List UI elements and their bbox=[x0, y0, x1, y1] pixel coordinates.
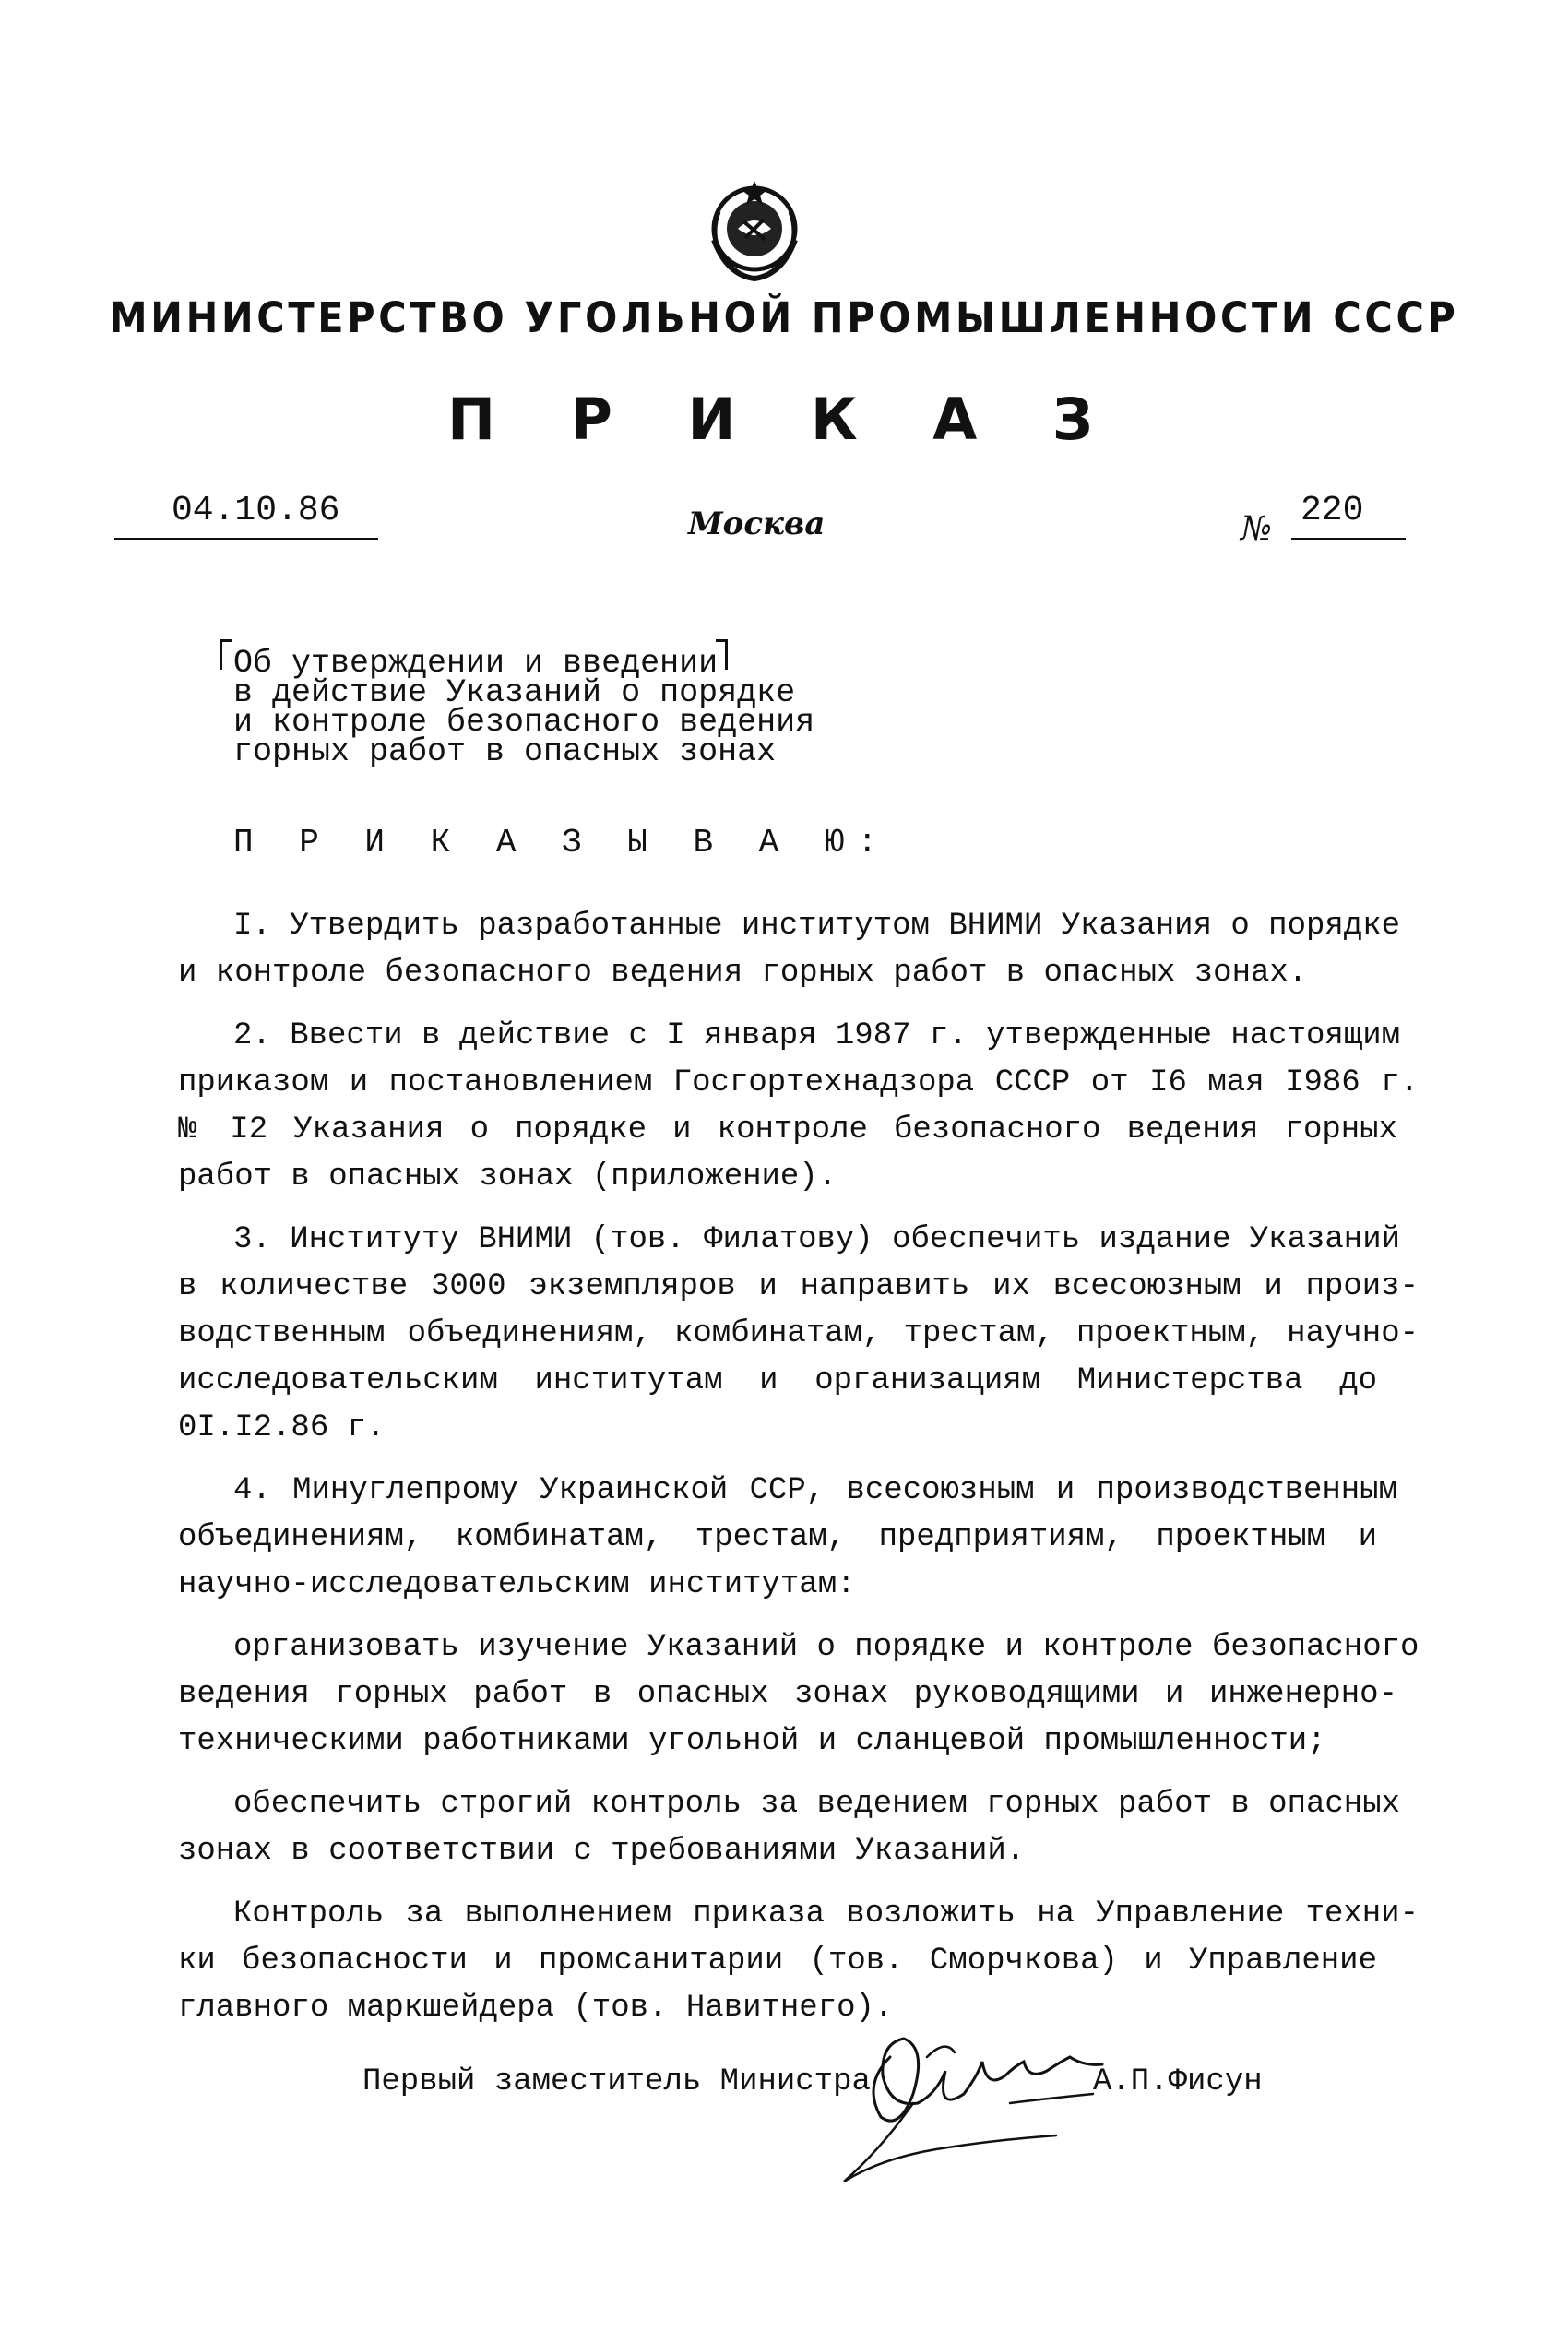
body-line: главного маркшейдера (тов. Навитнего). bbox=[178, 1991, 894, 2026]
body-line: I. Утвердить разработанные институтом ВНИМИ Указания о порядке bbox=[233, 909, 1401, 944]
document-title: П Р И К А З bbox=[447, 386, 1121, 453]
number-underline bbox=[1291, 538, 1406, 540]
order-number: 220 bbox=[1301, 491, 1364, 530]
body-line: водственным объединениям, комбинатам, трестам, проектным, научно- bbox=[178, 1316, 1419, 1351]
subject-line: Об утверждении и введении bbox=[233, 645, 719, 682]
signatory-name: А.П.Фисун bbox=[1093, 2064, 1263, 2099]
ministry-heading: МИНИСТЕРСТВО УГОЛЬНОЙ ПРОМЫШЛЕННОСТИ СССР bbox=[109, 293, 1459, 342]
number-sign: № bbox=[1241, 510, 1273, 548]
signatory-title: Первый заместитель Министра bbox=[362, 2064, 871, 2099]
subject-line: и контроле безопасного ведения bbox=[233, 704, 815, 741]
body-line: обеспечить строгий контроль за ведением горных работ в опасных bbox=[233, 1787, 1401, 1822]
date-underline bbox=[114, 538, 378, 540]
body-line: научно-исследовательским институтам: bbox=[178, 1567, 856, 1602]
body-line: 3. Институту ВНИМИ (тов. Филатову) обеспечить издание Указаний bbox=[233, 1222, 1401, 1257]
body-line: 4. Минуглепрому Украинской ССР, всесоюзным и производственным bbox=[233, 1473, 1397, 1508]
state-emblem-icon bbox=[699, 175, 810, 291]
subject-line: в действие Указаний о порядке bbox=[233, 674, 796, 711]
handwritten-signature bbox=[826, 2020, 1130, 2195]
body-line: ки безопасности и промсанитарии (тов. Сморчкова) и Управление bbox=[178, 1944, 1377, 1979]
body-line: объединениям, комбинатам, трестам, предприятиям, проектным и bbox=[178, 1520, 1377, 1555]
body-line: и контроле безопасного ведения горных работ в опасных зонах. bbox=[178, 956, 1308, 991]
body-line: работ в опасных зонах (приложение). bbox=[178, 1160, 837, 1195]
body-line: 2. Ввести в действие с I января 1987 г. утвержденные настоящим bbox=[233, 1018, 1401, 1053]
body-line: Контроль за выполнением приказа возложить на Управление техни- bbox=[233, 1897, 1419, 1932]
body-line: ведения горных работ в опасных зонах руководящими и инженерно- bbox=[178, 1677, 1397, 1712]
body-line: в количестве 3000 экземпляров и направить их всесоюзным и произ- bbox=[178, 1269, 1419, 1304]
order-directive-word: П Р И К А З Ы В А Ю: bbox=[233, 824, 891, 862]
body-line: зонах в соответствии с требованиями Указаний. bbox=[178, 1834, 1026, 1869]
body-line: 0I.I2.86 г. bbox=[178, 1410, 386, 1445]
body-line: № I2 Указания о порядке и контроле безопасного ведения горных bbox=[178, 1112, 1397, 1148]
subject-line: горных работ в опасных зонах bbox=[233, 733, 777, 770]
body-line: приказом и постановлением Госгортехнадзора СССР от I6 мая I986 г. bbox=[178, 1065, 1419, 1100]
city-label: Москва bbox=[688, 505, 826, 542]
body-line: техническими работниками угольной и сланцевой промышленности; bbox=[178, 1724, 1326, 1759]
subject-block bbox=[233, 645, 815, 770]
subject-bracket-left bbox=[220, 639, 232, 670]
order-date: 04.10.86 bbox=[172, 491, 340, 530]
body-line: исследовательским институтам и организациям Министерства до bbox=[178, 1363, 1377, 1398]
body-line: организовать изучение Указаний о порядке и контроле безопасного bbox=[233, 1630, 1420, 1665]
